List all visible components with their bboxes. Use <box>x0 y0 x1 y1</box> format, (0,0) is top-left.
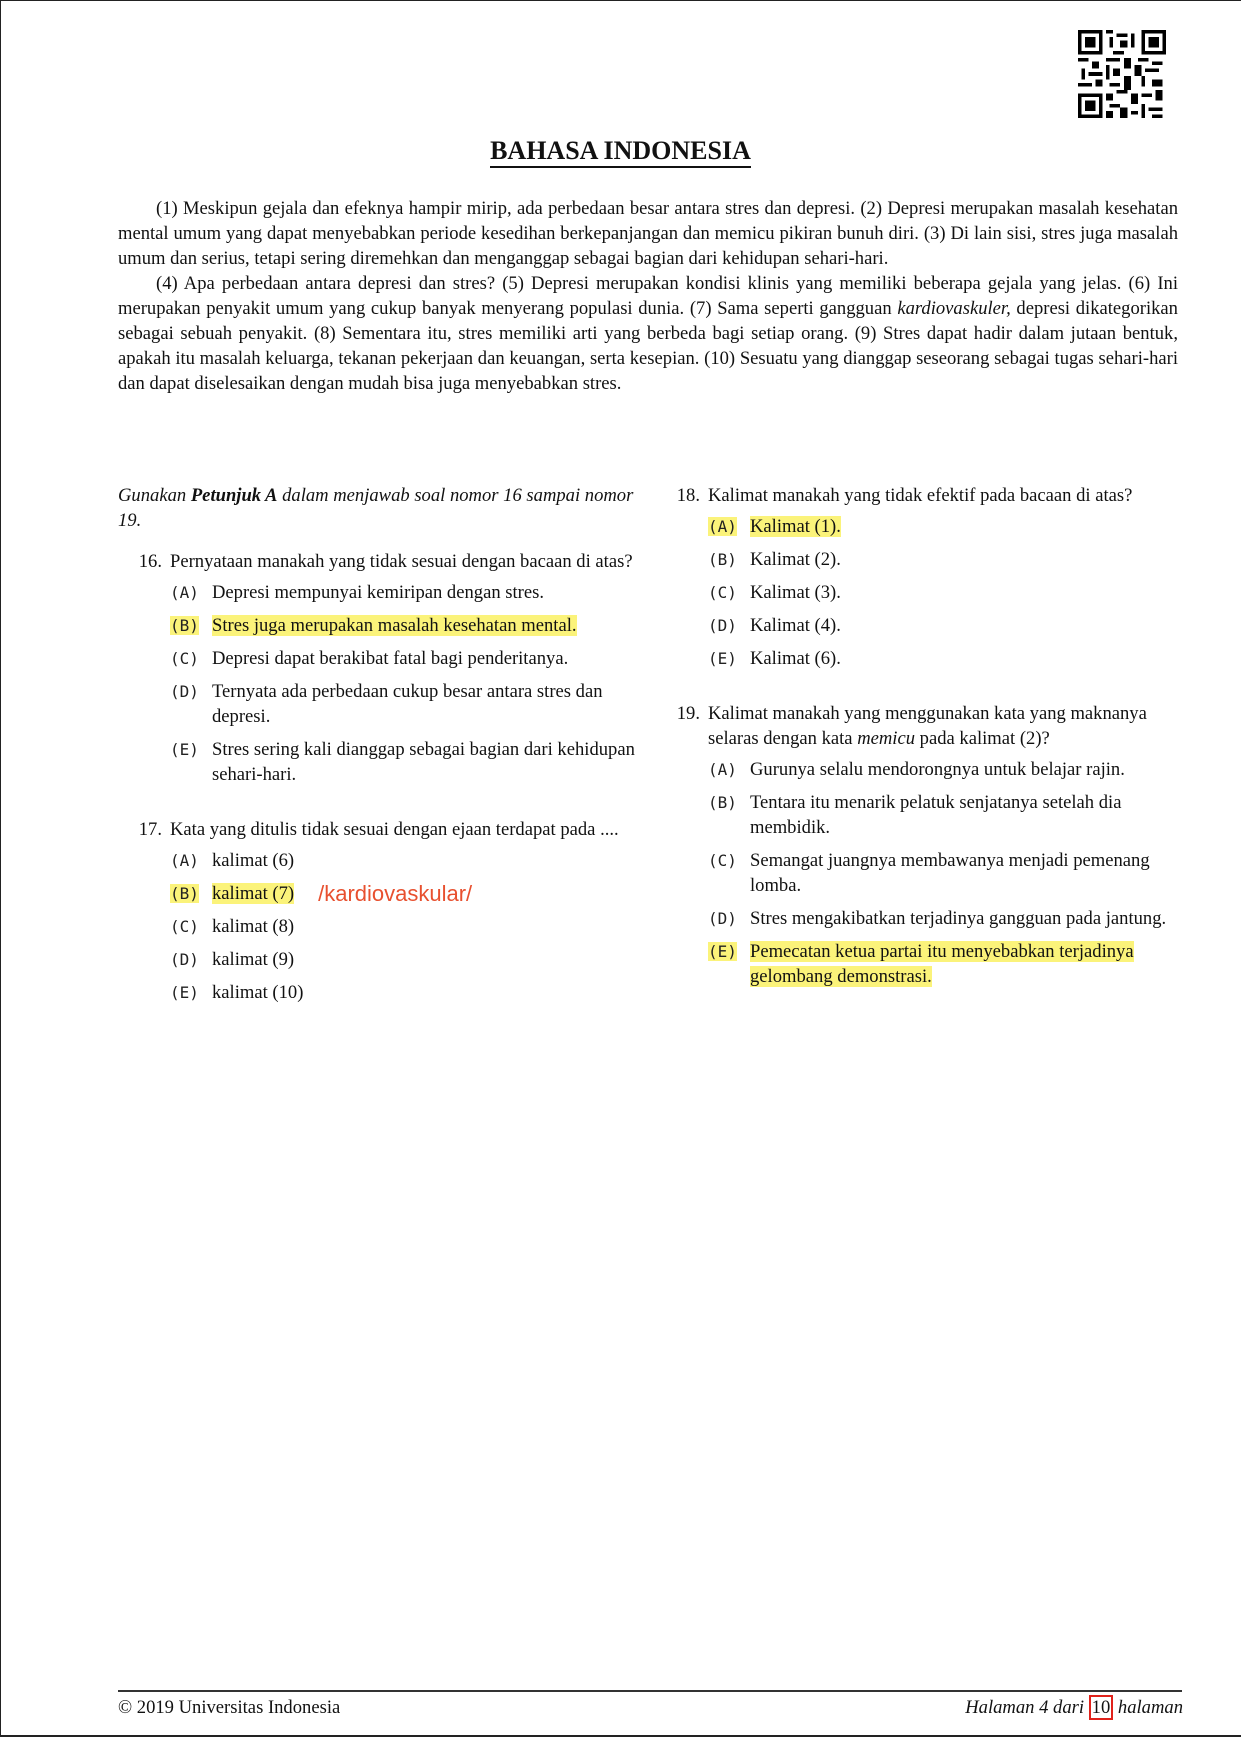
option-text: kalimat (6) <box>212 850 295 871</box>
question-number: 19. <box>676 703 700 724</box>
page-border-top <box>0 0 1241 1</box>
option-label: (D) <box>170 682 199 701</box>
option-label: (D) <box>708 909 737 928</box>
option-c[interactable] <box>708 848 1174 898</box>
option-text: Ternyata ada perbedaan cukup besar antara stres dan depresi. <box>212 681 603 727</box>
option-label: (E) <box>170 740 199 759</box>
footer-copyright: © 2019 Universitas Indonesia <box>118 1697 341 1718</box>
question-16 <box>118 549 638 574</box>
option-d[interactable] <box>170 679 638 729</box>
reading-passage <box>118 196 1178 396</box>
option-b-highlighted[interactable] <box>170 613 638 638</box>
question-text-italic: memicu <box>857 728 916 749</box>
option-text: Pemecatan ketua partai itu menyebabkan terjadinya gelombang demonstrasi. <box>750 941 1134 987</box>
footer-page-number <box>965 1697 1183 1719</box>
passage-p2-part-a: (4) Apa perbedaan antara depresi dan stres? (5) Depresi merupakan kondisi klinis yang memiliki beberapa gejala yang jelas. (6) Ini merupakan penyakit umum yang cukup banyak menyerang populasi dunia. (7) Sama seperti gangguan <box>118 273 1178 319</box>
option-label: (E) <box>708 649 737 668</box>
option-d[interactable] <box>708 613 1174 638</box>
question-16-options <box>170 580 638 787</box>
instruction-bold: Petunjuk A <box>190 485 278 506</box>
option-text: Depresi dapat berakibat fatal bagi penderitanya. <box>212 648 569 669</box>
option-text: kalimat (7) <box>212 883 295 904</box>
question-text <box>708 701 1174 751</box>
option-label: (B) <box>708 793 737 812</box>
qr-code-icon <box>1078 30 1166 118</box>
question-text: Kalimat manakah yang tidak efektif pada bacaan di atas? <box>708 485 1133 506</box>
option-text: kalimat (9) <box>212 949 295 970</box>
page-title <box>0 136 1241 166</box>
left-column <box>118 483 638 1013</box>
question-text-post: pada kalimat (2)? <box>915 728 1050 749</box>
option-label: (D) <box>708 616 737 635</box>
option-text: Stres juga merupakan masalah kesehatan mental. <box>212 615 577 636</box>
option-label: (B) <box>170 616 199 635</box>
page-total-boxed: 10 <box>1089 1695 1114 1720</box>
option-text: Depresi mempunyai kemiripan dengan stres. <box>212 582 545 603</box>
option-label: (E) <box>708 942 737 961</box>
option-text: Kalimat (4). <box>750 615 841 636</box>
option-e[interactable] <box>708 646 1174 671</box>
footer-divider <box>118 1690 1182 1692</box>
passage-p2-part-b: depresi dikategorikan sebagai sebuah penyakit. (8) Sementara itu, stres memiliki arti yang berbeda bagi setiap orang. (9) Stres dapat hadir dalam jutaan bentuk, apakah itu masalah keluarga, tekanan pekerjaan dan keuangan, serta kesepian. (10) Sesuatu yang dianggap seseorang sebagai tugas sehari-hari dan dapat diselesaikan dengan mudah bisa juga menyebabkan stres. <box>118 298 1178 394</box>
question-number: 17. <box>138 819 162 840</box>
handwritten-correction-annotation: /kardiovaskular/ <box>318 881 473 906</box>
option-text: kalimat (10) <box>212 982 304 1003</box>
passage-p2-italic-term: kardiovaskuler, <box>897 298 1011 319</box>
option-a-highlighted[interactable] <box>708 514 1174 539</box>
option-label: (A) <box>708 517 737 536</box>
option-d[interactable] <box>170 947 638 972</box>
option-c[interactable] <box>170 646 638 671</box>
option-text: Tentara itu menarik pelatuk senjatanya setelah dia membidik. <box>750 792 1122 838</box>
question-17 <box>118 817 638 842</box>
spacer <box>118 795 638 817</box>
option-b[interactable] <box>708 547 1174 572</box>
option-text: Kalimat (3). <box>750 582 841 603</box>
option-d[interactable] <box>708 906 1174 931</box>
option-e-highlighted[interactable] <box>708 939 1174 989</box>
question-text-pre: Kalimat manakah yang menggunakan kata yang maknanya selaras dengan kata <box>708 703 1147 749</box>
option-text: Stres mengakibatkan terjadinya gangguan pada jantung. <box>750 908 1167 929</box>
option-e[interactable] <box>170 737 638 787</box>
page-title-text: BAHASA INDONESIA <box>490 136 751 168</box>
passage-paragraph-2 <box>118 271 1178 396</box>
instruction-post: dalam menjawab soal nomor 16 sampai nomor 19. <box>118 485 634 531</box>
option-c[interactable] <box>170 914 638 939</box>
option-label: (B) <box>170 884 199 903</box>
page-border-left <box>0 0 1 1737</box>
spacer <box>674 679 1174 701</box>
option-label: (C) <box>708 583 737 602</box>
instruction-text <box>118 483 638 533</box>
question-number: 18. <box>676 485 700 506</box>
option-c[interactable] <box>708 580 1174 605</box>
page-post: halaman <box>1113 1697 1183 1718</box>
question-19 <box>674 701 1174 751</box>
question-number: 16. <box>138 551 162 572</box>
question-17-options <box>170 848 638 1005</box>
passage-paragraph-1: (1) Meskipun gejala dan efeknya hampir mirip, ada perbedaan besar antara stres dan depresi. (2) Depresi merupakan masalah kesehatan mental umum yang dapat menyebabkan periode kesedihan berkepanjangan dan memicu pikiran bunuh diri. (3) Di lain sisi, stres juga masalah umum dan serius, tetapi sering diremehkan dan menganggap sebagai bagian dari kehidupan sehari-hari. <box>118 198 1178 269</box>
option-text: Kalimat (2). <box>750 549 841 570</box>
question-18 <box>674 483 1174 508</box>
question-19-options <box>708 757 1174 989</box>
option-label: (B) <box>708 550 737 569</box>
option-label: (A) <box>170 851 199 870</box>
option-label: (A) <box>708 760 737 779</box>
option-b-highlighted[interactable] <box>170 881 638 906</box>
option-label: (C) <box>170 649 199 668</box>
option-text: Kalimat (1). <box>750 516 841 537</box>
option-text: Semangat juangnya membawanya menjadi pemenang lomba. <box>750 850 1150 896</box>
option-label: (D) <box>170 950 199 969</box>
option-a[interactable] <box>170 848 638 873</box>
option-a[interactable] <box>170 580 638 605</box>
option-text: Kalimat (6). <box>750 648 841 669</box>
option-e[interactable] <box>170 980 638 1005</box>
option-b[interactable] <box>708 790 1174 840</box>
page-pre: Halaman 4 dari <box>965 1697 1089 1718</box>
question-18-options <box>708 514 1174 671</box>
option-label: (C) <box>170 917 199 936</box>
option-label: (E) <box>170 983 199 1002</box>
option-a[interactable] <box>708 757 1174 782</box>
instruction-pre: Gunakan <box>118 485 191 506</box>
option-label: (C) <box>708 851 737 870</box>
option-text: Gurunya selalu mendorongnya untuk belajar rajin. <box>750 759 1125 780</box>
question-text: Kata yang ditulis tidak sesuai dengan ejaan terdapat pada .... <box>170 819 619 840</box>
right-column <box>674 483 1174 997</box>
question-text: Pernyataan manakah yang tidak sesuai dengan bacaan di atas? <box>170 551 633 572</box>
option-label: (A) <box>170 583 199 602</box>
option-text: kalimat (8) <box>212 916 295 937</box>
option-text: Stres sering kali dianggap sebagai bagian dari kehidupan sehari-hari. <box>212 739 635 785</box>
